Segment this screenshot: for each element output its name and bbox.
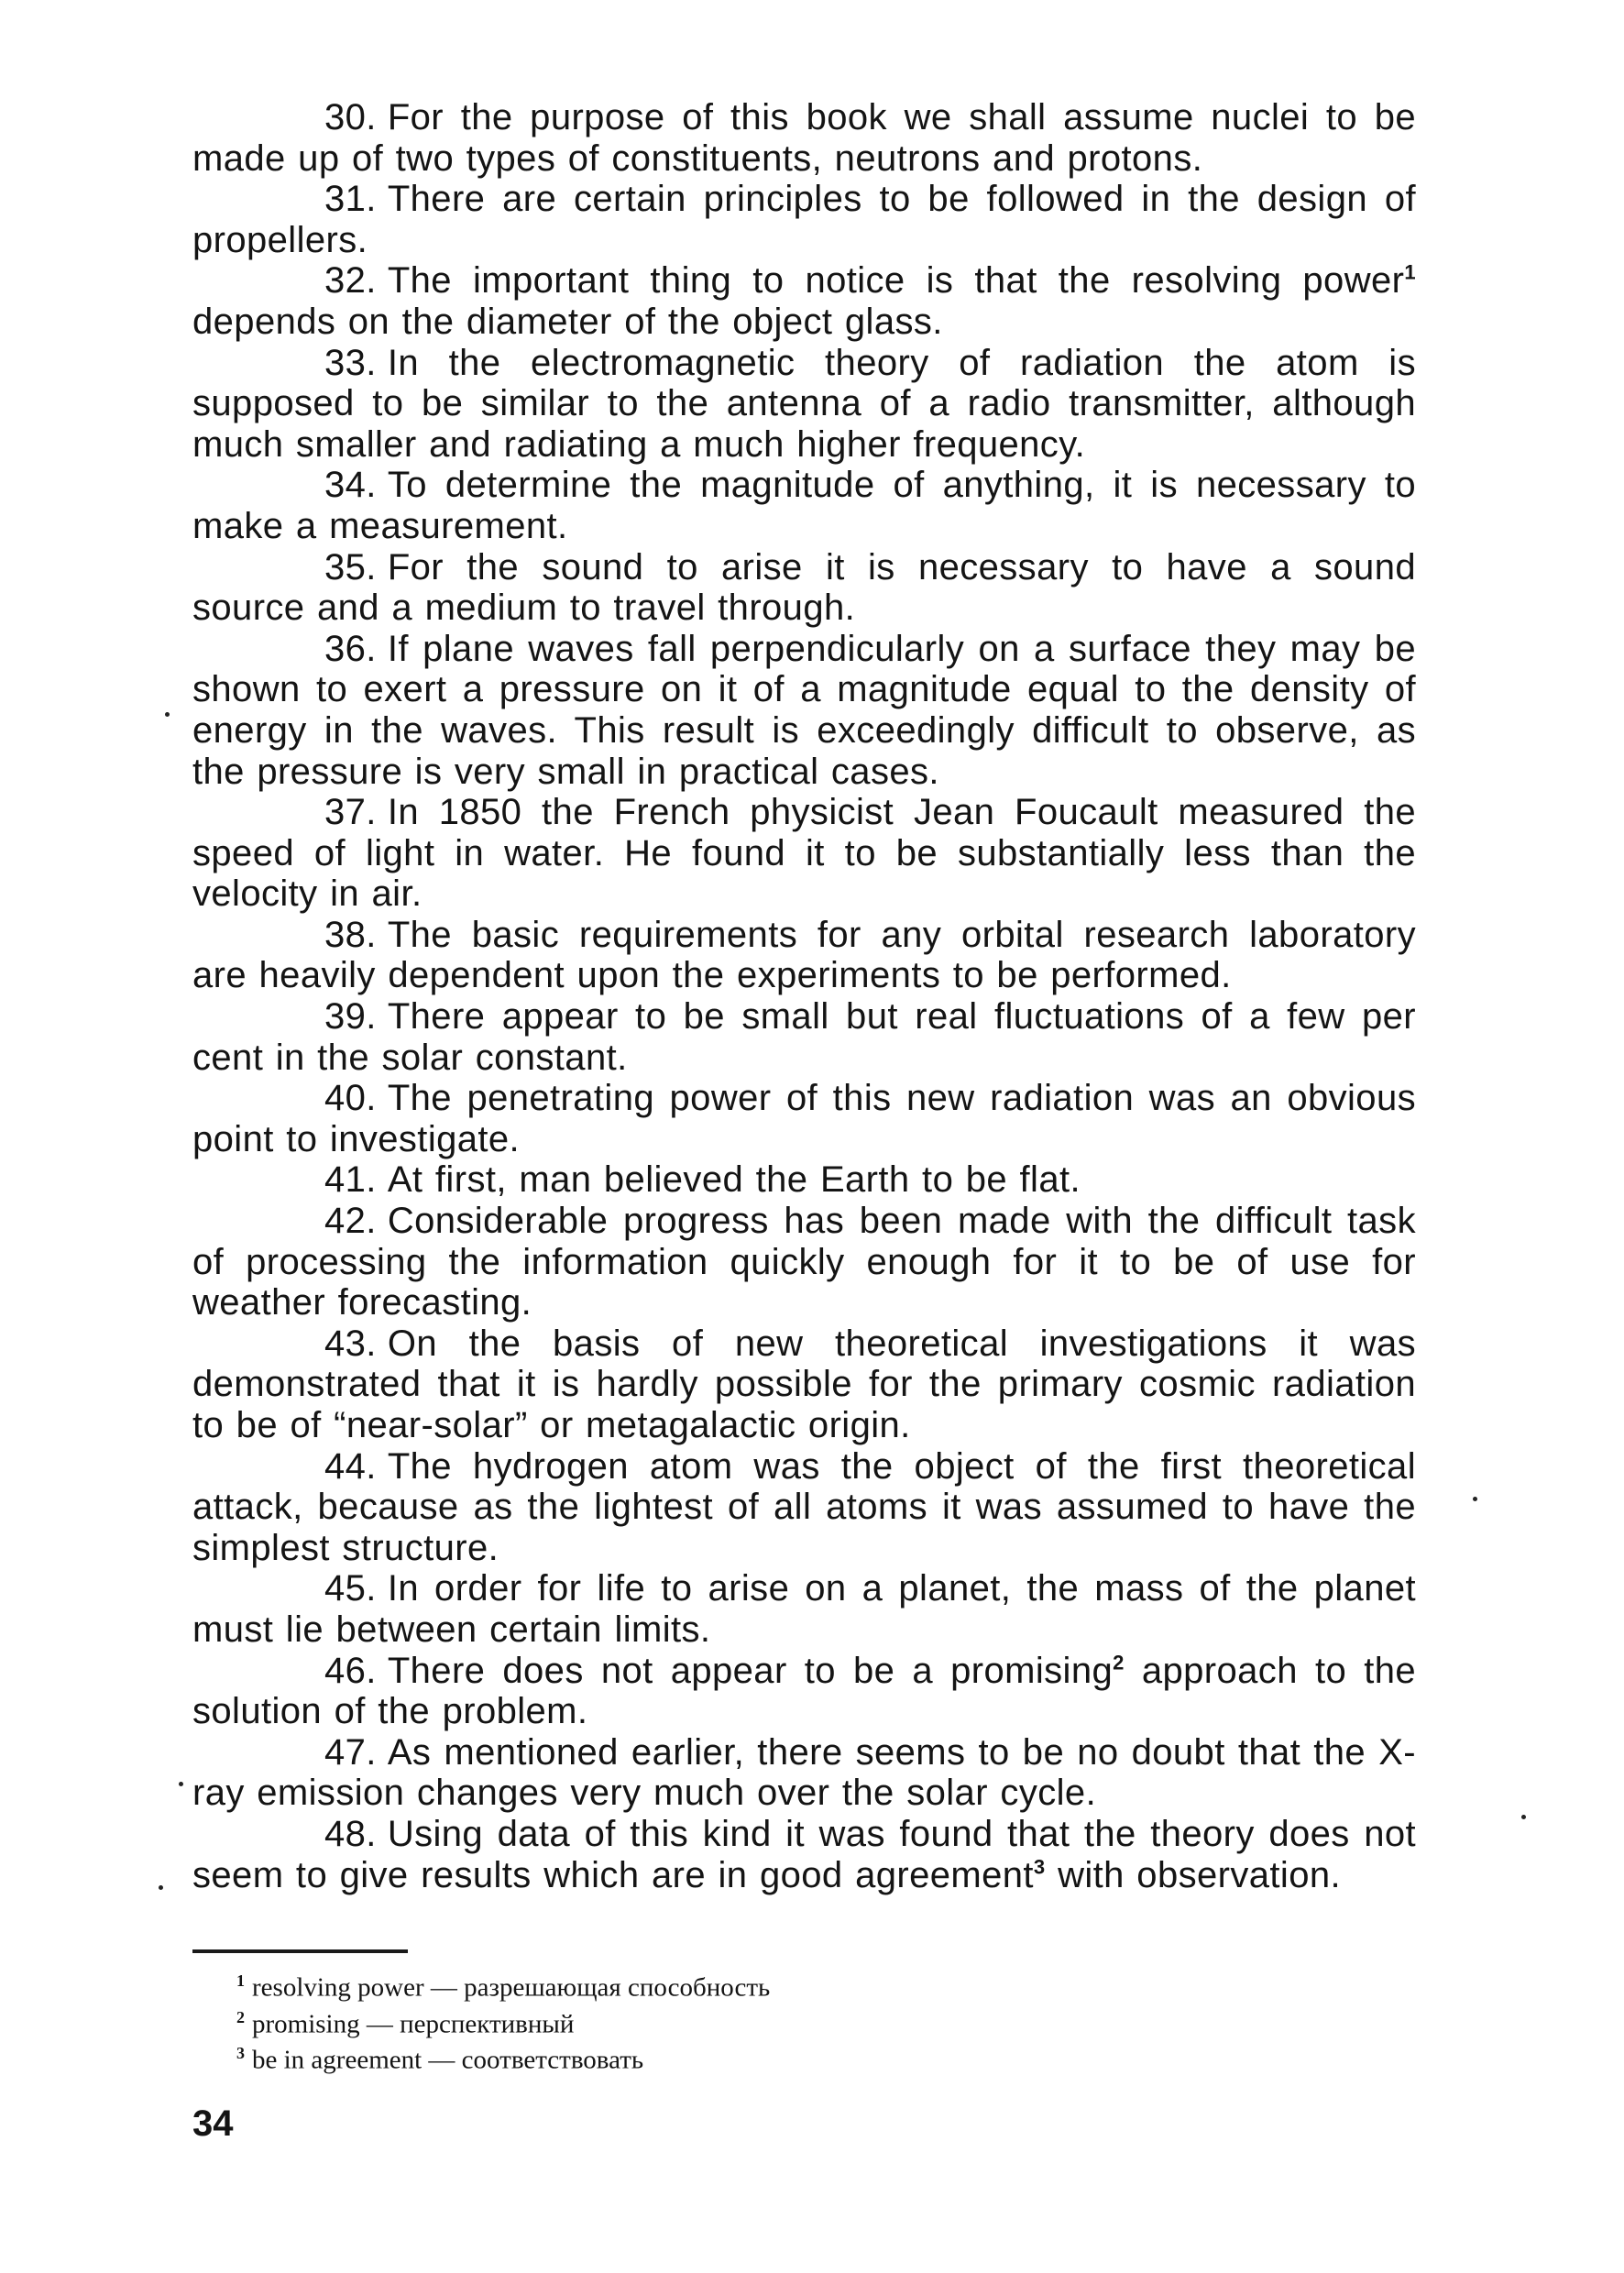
paragraph-number: 33. bbox=[324, 342, 377, 383]
paragraph-text-continued: depends on the diameter of the object glass. bbox=[192, 301, 943, 342]
paragraph-33 bbox=[192, 343, 1416, 466]
paragraph-text: The penetrating power of this new radiation was an obvious point to investigate. bbox=[192, 1078, 1416, 1159]
paragraph-text: In order for life to arise on a planet, the mass of the planet must lie between certain limits. bbox=[192, 1568, 1416, 1650]
paragraph-37 bbox=[192, 792, 1416, 915]
paragraph-text: In the electromagnetic theory of radiation the atom is supposed to be similar to the antenna of a radio transmitter, although much smaller and radiating a much higher frequency. bbox=[192, 342, 1416, 465]
paragraph-40 bbox=[192, 1078, 1416, 1159]
scan-speck bbox=[159, 1885, 163, 1890]
paragraph-number: 35. bbox=[324, 546, 377, 587]
paragraph-text: There appear to be small but real fluctuations of a few per cent in the solar constant. bbox=[192, 996, 1416, 1078]
paragraph-text: For the purpose of this book we shall assume nuclei to be made up of two types of constituents, neutrons and protons. bbox=[192, 97, 1416, 179]
paragraph-text: Considerable progress has been made with the difficult task of processing the information quickly enough for it to be of use for weather forecasting. bbox=[192, 1201, 1416, 1323]
paragraph-number: 45. bbox=[324, 1568, 377, 1609]
footnote-item bbox=[236, 2003, 1061, 2039]
paragraph-text-continued: approach to the solution of the problem. bbox=[192, 1650, 1416, 1732]
paragraph-text: The hydrogen atom was the object of the first theoretical attack, because as the lightest of all atoms it was assumed to have the simplest structure. bbox=[192, 1445, 1416, 1568]
paragraph-number: 44. bbox=[324, 1445, 377, 1487]
paragraph-34 bbox=[192, 465, 1416, 546]
paragraph-text: If plane waves fall perpendicularly on a surface they may be shown to exert a pressure on it of a magnitude equal to the density of energy in the waves. This result is exceedingly difficult to observe, as the pressure is very small in practical cases. bbox=[192, 628, 1416, 792]
scan-speck bbox=[1521, 1815, 1526, 1819]
paragraph-35 bbox=[192, 547, 1416, 629]
paragraph-text: To determine the magnitude of anything, it is necessary to make a measurement. bbox=[192, 465, 1416, 546]
paragraph-39 bbox=[192, 996, 1416, 1078]
footnote-text: promising — перспективный bbox=[252, 2009, 575, 2039]
paragraph-text: Using data of this kind it was found that the theory does not seem to give results which are in good agreement bbox=[192, 1813, 1416, 1895]
paragraph-number: 43. bbox=[324, 1323, 377, 1364]
paragraph-36 bbox=[192, 629, 1416, 792]
paragraph-text: On the basis of new theoretical investigations it was demonstrated that it is hardly possible for the primary cosmic radiation to be of “near-solar” or metagalactic origin. bbox=[192, 1323, 1416, 1445]
footnotes bbox=[236, 1966, 1061, 2075]
paragraph-45 bbox=[192, 1568, 1416, 1650]
paragraph-43 bbox=[192, 1323, 1416, 1446]
paragraph-number: 40. bbox=[324, 1078, 377, 1119]
paragraph-44 bbox=[192, 1446, 1416, 1569]
paragraph-number: 47. bbox=[324, 1731, 377, 1773]
paragraph-text: For the sound to arise it is necessary to have a sound source and a medium to travel through. bbox=[192, 546, 1416, 629]
footnote-reference: 1 bbox=[1404, 261, 1416, 285]
paragraph-31 bbox=[192, 179, 1416, 260]
paragraph-number: 37. bbox=[324, 792, 377, 833]
footnote-mark: 1 bbox=[236, 1971, 245, 1990]
paragraph-number: 41. bbox=[324, 1159, 377, 1201]
paragraph-text: As mentioned earlier, there seems to be no doubt that the X-ray emission changes very much over the solar cycle. bbox=[192, 1731, 1416, 1814]
scan-speck bbox=[165, 712, 170, 717]
paragraph-47 bbox=[192, 1732, 1416, 1814]
paragraph-30 bbox=[192, 97, 1416, 179]
footnote-item bbox=[236, 1966, 1061, 2003]
paragraph-number: 46. bbox=[324, 1650, 377, 1691]
footnote-mark: 3 bbox=[236, 2044, 245, 2063]
paragraph-number: 32. bbox=[324, 260, 377, 302]
footnote-text: resolving power — разрешающая способность bbox=[252, 1972, 771, 2003]
paragraph-38 bbox=[192, 915, 1416, 996]
paragraph-number: 38. bbox=[324, 914, 377, 955]
paragraph-text: The important thing to notice is that the resolving power bbox=[387, 260, 1405, 302]
footnote-mark: 2 bbox=[236, 2007, 245, 2026]
paragraph-42 bbox=[192, 1201, 1416, 1323]
paragraph-text-continued: with observation. bbox=[1058, 1854, 1342, 1895]
paragraph-number: 48. bbox=[324, 1813, 377, 1854]
paragraph-41 bbox=[192, 1159, 1416, 1201]
footnote-text: be in agreement — соответствовать bbox=[252, 2045, 644, 2075]
scan-speck bbox=[179, 1782, 183, 1786]
paragraph-text: There does not appear to be a promising bbox=[387, 1650, 1114, 1691]
paragraph-number: 30. bbox=[324, 97, 377, 137]
footnote-item bbox=[236, 2038, 1061, 2075]
paragraph-48 bbox=[192, 1814, 1416, 1895]
footnote-reference: 2 bbox=[1113, 1651, 1125, 1675]
paragraph-46 bbox=[192, 1651, 1416, 1732]
paragraph-text: The basic requirements for any orbital research laboratory are heavily dependent upon the experiments to be performed. bbox=[192, 914, 1416, 996]
paragraph-number: 34. bbox=[324, 465, 377, 506]
paragraph-text: At first, man believed the Earth to be flat. bbox=[387, 1159, 1081, 1201]
paragraph-number: 36. bbox=[324, 628, 377, 669]
page-body bbox=[192, 97, 1416, 1895]
paragraph-text: There are certain principles to be followed in the design of propellers. bbox=[192, 179, 1416, 260]
paragraph-text: In 1850 the French physicist Jean Foucault measured the speed of light in water. He found it to be substantially less than the velocity in air. bbox=[192, 792, 1416, 915]
paragraph-number: 31. bbox=[324, 179, 377, 220]
footnote-reference: 3 bbox=[1033, 1855, 1046, 1879]
paragraph-number: 42. bbox=[324, 1201, 377, 1242]
paragraph-number: 39. bbox=[324, 996, 377, 1038]
page-number: 34 bbox=[192, 2103, 234, 2144]
scan-speck bbox=[1473, 1497, 1477, 1501]
footnote-divider bbox=[192, 1949, 408, 1953]
paragraph-32 bbox=[192, 260, 1416, 342]
